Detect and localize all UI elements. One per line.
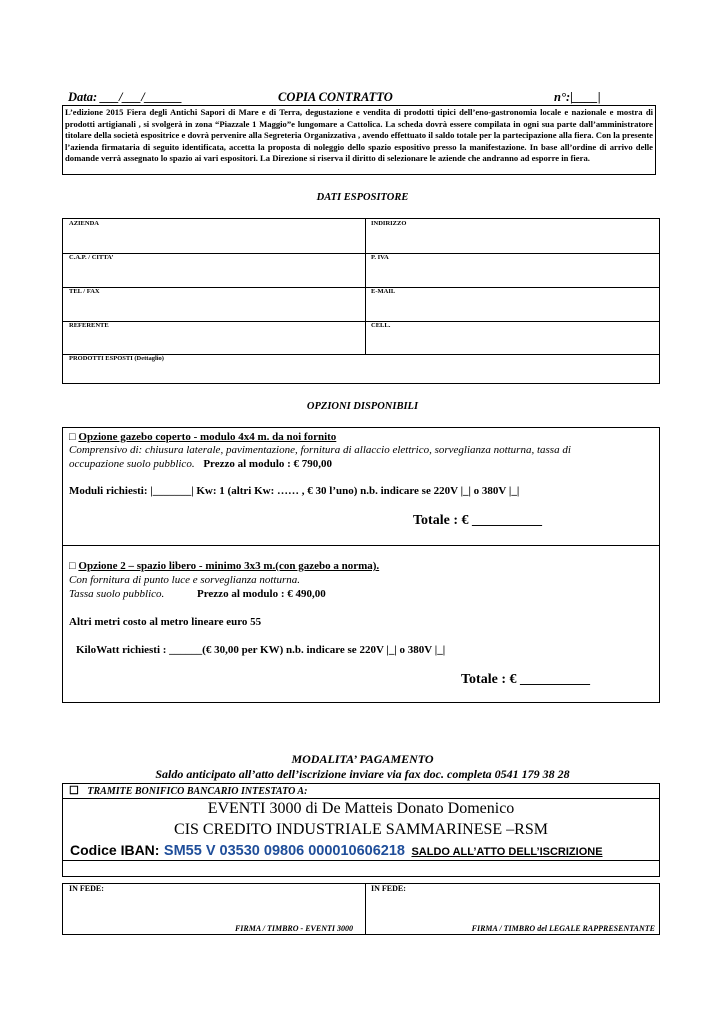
transfer-label: TRAMITE BONIFICO BANCARIO INTESTATO A: <box>87 786 308 797</box>
option1-modules[interactable]: Moduli richiesti: |_______| Kw: 1 (altri Kw: …… , € 30 l’uno) n.b. indicare se 220V |_| o 380V |_| <box>69 485 520 497</box>
exhibitor-section-title: DATI ESPOSITORE <box>316 192 409 203</box>
iban-line <box>70 842 603 860</box>
option1-total[interactable]: Totale : € __________ <box>413 513 542 528</box>
option2-desc: Con fornitura di punto luce e sorveglianza notturna. <box>69 574 300 586</box>
option2-desc2-line <box>69 588 326 600</box>
option1-price: Prezzo al modulo : € 790,00 <box>203 458 333 470</box>
payment-box <box>62 783 660 877</box>
iban-colon: : <box>154 842 160 858</box>
tel-fax-label: TEL / FAX <box>69 288 100 295</box>
option1-heading <box>69 431 336 443</box>
options-section-title: OPZIONI DISPONIBILI <box>306 401 419 412</box>
left-signature-label: IN FEDE: <box>69 884 104 893</box>
right-signature-area[interactable] <box>366 884 659 922</box>
saldo-note: SALDO ALL’ATTO DELL’ISCRIZIONE <box>411 846 603 858</box>
option2-desc2: Tassa suolo pubblico. <box>69 588 165 600</box>
email-label: E-MAIL <box>371 288 396 295</box>
right-signature-footer: FIRMA / TIMBRO del LEGALE RAPPRESENTANTE <box>471 924 655 933</box>
intro-text: L’edizione 2015 Fiera degli Antichi Sapori di Mare e di Terra, degustazione e vendita di prodotti tipici dell’eno-gastronomia locale e nazionale e mostra di prodotti artigianali , si svolgerà in zona “Piazzale 1 Maggio”e lungomare a Cattolica. La scheda dovrà essere compilata in ogni sua parte dall’amministratore titolare della società espositrice e dovrà pervenire alla Segreteria Organizzativa , avendo effettuato il saldo totale per la partecipazione alla fiera. Con la presente l’azienda firmataria di seguito identificata, accetta la proposta di noleggio dello spazio espositivo presso la manifestazione. In base all’ordine di arrivo delle domande verrà assegnato lo spazio ai vari espositori. La Direzione si riserva il diritto di selezionare le aziende che andranno ad esporre in fiera. <box>62 105 656 175</box>
transfer-checkbox[interactable]: ☐ <box>69 785 79 797</box>
left-signature-footer: FIRMA / TIMBRO - EVENTI 3000 <box>234 924 353 933</box>
page-title: COPIA CONTRATTO <box>278 90 393 104</box>
cell-label: CELL. <box>371 322 391 329</box>
transfer-line <box>69 784 307 797</box>
referente-label: REFERENTE <box>69 322 109 329</box>
iban-label: Codice IBAN <box>70 842 155 858</box>
option2-checkbox[interactable]: □ <box>69 560 76 572</box>
left-signature-area[interactable] <box>63 884 365 922</box>
payment-section-title: MODALITA’ PAGAMENTO <box>291 752 434 766</box>
option1-desc2: occupazione suolo pubblico. <box>69 458 195 470</box>
signature-box <box>62 883 660 935</box>
tel-fax-field[interactable] <box>63 287 365 321</box>
bank-name: CIS CREDITO INDUSTRIALE SAMMARINESE –RSM <box>174 821 548 838</box>
email-field[interactable] <box>365 287 659 321</box>
indirizzo-field[interactable] <box>365 219 659 253</box>
option1-title: Opzione gazebo coperto - modulo 4x4 m. da noi fornito <box>78 431 337 443</box>
azienda-field[interactable] <box>63 219 365 253</box>
indirizzo-label: INDIRIZZO <box>371 220 407 227</box>
referente-field[interactable] <box>63 321 365 354</box>
option1-desc: Comprensivo di: chiusura laterale, pavimentazione, fornitura di allaccio elettrico, sorveglianza notturna, tassa di <box>69 444 571 456</box>
cell-field[interactable] <box>365 321 659 354</box>
piva-label: P. IVA <box>371 254 389 261</box>
option2-extra: Altri metri costo al metro lineare euro 55 <box>69 616 262 628</box>
contract-number-field[interactable]: n°:|____| <box>554 90 601 104</box>
iban-code[interactable]: SM55 V 03530 09806 000010606218 <box>163 843 405 859</box>
azienda-label: AZIENDA <box>69 220 99 227</box>
right-signature-label: IN FEDE: <box>371 884 406 893</box>
cap-citta-field[interactable] <box>63 253 365 287</box>
cap-citta-label: C.A.P. / CITTA’ <box>69 254 114 261</box>
prodotti-field[interactable] <box>63 354 659 383</box>
prodotti-label: PRODOTTI ESPOSTI (Dettaglio) <box>69 355 164 362</box>
date-field[interactable]: Data: ___/___/______ <box>68 90 183 104</box>
exhibitor-grid <box>62 218 660 384</box>
payee-name: EVENTI 3000 di De Matteis Donato Domenico <box>207 800 515 817</box>
option2-kw[interactable]: KiloWatt richiesti : ______(€ 30,00 per KW) n.b. indicare se 220V |_| o 380V |_| <box>76 644 446 656</box>
piva-field[interactable] <box>365 253 659 287</box>
option2-title: Opzione 2 – spazio libero - minimo 3x3 m.(con gazebo a norma). <box>78 560 380 572</box>
payment-subtitle: Saldo anticipato all’atto dell’iscrizione inviare via fax doc. completa 0541 179 38 28 <box>155 767 570 781</box>
option2-heading <box>69 560 379 572</box>
options-box <box>62 427 660 703</box>
option1-checkbox[interactable]: □ <box>69 431 76 443</box>
option2-total[interactable]: Totale : € __________ <box>461 672 590 687</box>
option1-desc2-line <box>69 458 332 470</box>
contract-header <box>68 90 658 106</box>
option2-price: Prezzo al modulo : € 490,00 <box>197 588 326 600</box>
